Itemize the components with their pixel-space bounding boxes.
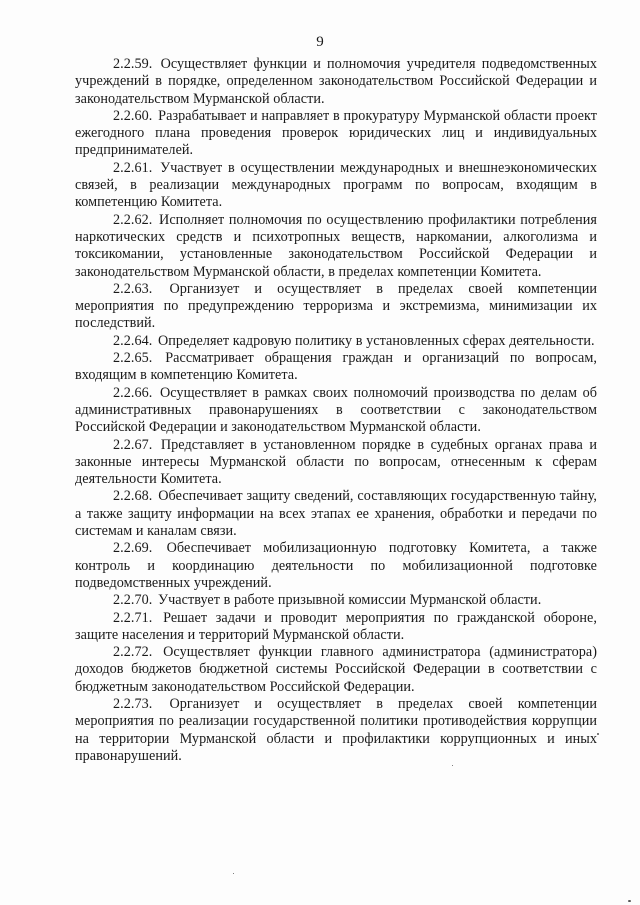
- clause-text: Осуществляет функции и полномочия учредителя подведомственных учреждений в порядке, определенном законодательством Российской Федерации и законодательством Мурманской области.: [75, 56, 597, 107]
- clause-number: 2.2.60.: [113, 107, 153, 124]
- clause-2-2-61: [75, 160, 597, 212]
- clause-number: 2.2.63.: [113, 280, 153, 297]
- clause-2-2-63: [75, 281, 597, 333]
- clause-text: Рассматривает обращения граждан и организаций по вопросам, входящим в компетенцию Комитета.: [75, 350, 597, 384]
- clause-text: Представляет в установленном порядке в судебных органах права и законные интересы Мурманской области по вопросам, отнесенным к сферам деятельности Комитета.: [75, 436, 597, 488]
- clause-2-2-71: [75, 610, 597, 645]
- clause-number: 2.2.67.: [113, 436, 153, 453]
- clause-text: Исполняет полномочия по осуществлению профилактики потребления наркотических средств и психотропных веществ, наркомании, алкоголизма и токсикомании, установленные законодательством Российской Федерации и законодательством Мурманской области, в пределах компетенции Комитета.: [75, 211, 598, 280]
- clause-number: 2.2.61.: [113, 159, 153, 176]
- clause-text: Разрабатывает и направляет в прокуратуру Мурманской области проект ежегодного плана проведения проверок юридических лиц и индивидуальных предпринимателей.: [75, 107, 597, 159]
- clause-number: 2.2.69.: [113, 540, 153, 557]
- clause-2-2-72: [75, 644, 597, 696]
- clause-2-2-62: [75, 212, 597, 281]
- clause-2-2-59: [75, 56, 597, 108]
- clause-2-2-65: [75, 350, 597, 385]
- clause-number: 2.2.70.: [113, 592, 153, 609]
- clause-number: 2.2.66.: [113, 384, 153, 401]
- clause-text: Участвует в работе призывной комиссии Мурманской области.: [157, 592, 542, 609]
- clause-text: Обеспечивает мобилизационную подготовку Комитета, а также контроль и координацию деятельности по мобилизационной подготовке подведомственных учреждений.: [75, 540, 597, 591]
- scan-speck: [597, 733, 599, 735]
- clause-2-2-60: [75, 108, 597, 160]
- clause-text: Организует и осуществляет в пределах своей компетенции мероприятия по предупреждению терроризма и экстремизма, минимизации их последствий.: [75, 280, 597, 332]
- clause-text: Организует и осуществляет в пределах своей компетенции мероприятия по реализации государственной политики противодействия коррупции на территории Мурманской области и профилактики коррупционных и иных правонарушений.: [75, 695, 597, 764]
- clause-2-2-73: [75, 696, 597, 765]
- clause-number: 2.2.65.: [113, 350, 153, 367]
- clause-number: 2.2.62.: [113, 211, 153, 228]
- clause-2-2-67: [75, 437, 597, 489]
- clause-text: Участвует в осуществлении международных и внешнеэкономических связей, в реализации международных программ по вопросам, входящим в компетенцию Комитета.: [75, 159, 597, 211]
- clause-2-2-64: [75, 333, 597, 350]
- clause-text: Осуществляет в рамках своих полномочий производства по делам об административных правонарушениях в соответствии с законодательством Российской Федерации и законодательством Мурманской области.: [75, 384, 597, 436]
- clause-number: 2.2.59.: [113, 56, 153, 72]
- scan-speck: [628, 900, 631, 902]
- clause-text: Определяет кадровую политику в установленных сферах деятельности.: [157, 332, 595, 349]
- clause-2-2-70: [75, 592, 597, 609]
- clause-number: 2.2.64.: [113, 332, 153, 349]
- document-body: [75, 56, 597, 765]
- clause-text: Решает задачи и проводит мероприятия по гражданской обороне, защите населения и территорий Мурманской области.: [75, 609, 597, 643]
- clause-text: Обеспечивает защиту сведений, составляющих государственную тайну, а также защиту информации на всех этапах ее хранения, обработки и передачи по системам и каналам связи.: [75, 488, 597, 540]
- scan-speck: [452, 765, 453, 766]
- clause-2-2-68: [75, 488, 597, 540]
- clause-number: 2.2.73.: [113, 695, 153, 712]
- clause-number: 2.2.72.: [113, 644, 153, 661]
- clause-2-2-69: [75, 540, 597, 592]
- clause-number: 2.2.68.: [113, 488, 153, 505]
- clause-number: 2.2.71.: [113, 609, 153, 626]
- page-number: 9: [316, 34, 324, 50]
- clause-2-2-66: [75, 385, 597, 437]
- clause-text: Осуществляет функции главного администратора (администратора) доходов бюджетов бюджетной системы Российской Федерации в соответствии с бюджетным законодательством Российской Федерации.: [75, 644, 597, 695]
- scan-speck: [233, 873, 234, 874]
